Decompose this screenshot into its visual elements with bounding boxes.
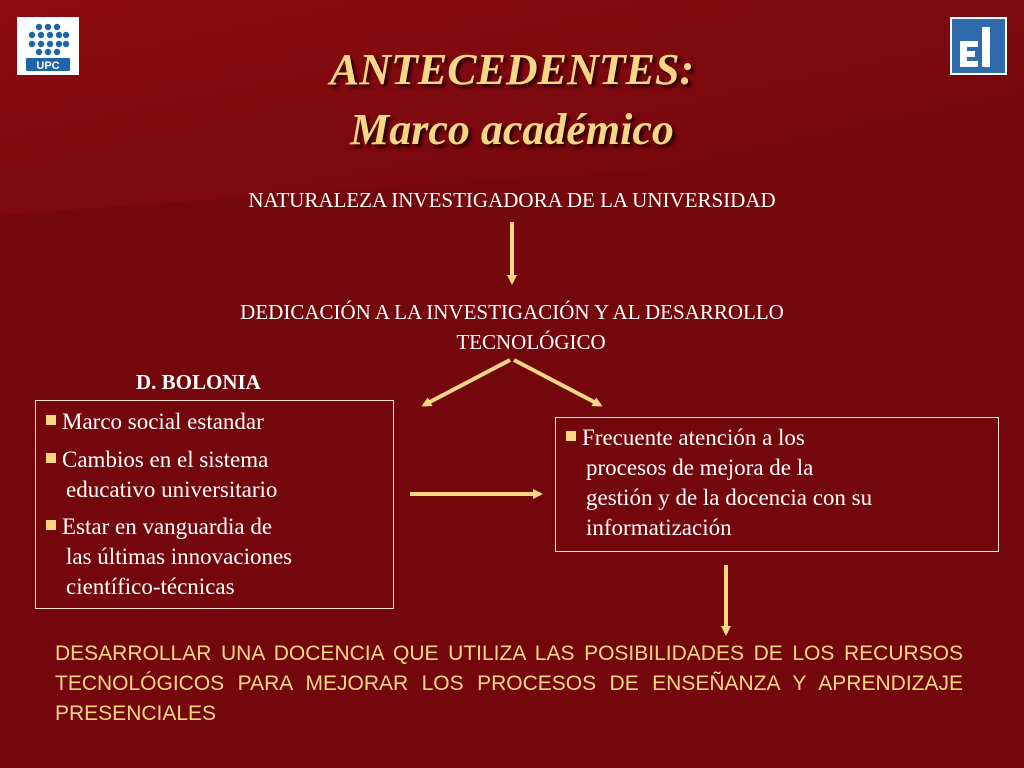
left-item-2-line1: Cambios en el sistema (62, 447, 269, 472)
bullet-icon (46, 415, 56, 425)
right-item-1-line4: informatización (586, 515, 732, 540)
right-item-1-line1: Frecuente atención a los (582, 425, 805, 450)
left-item-2-line2: educativo universitario (66, 477, 278, 502)
left-box-item-3 (46, 512, 272, 542)
left-box-item-1 (46, 407, 264, 437)
left-item-3-line2: las últimas innovaciones (66, 544, 293, 569)
right-item-1-line3: gestión y de la docencia con su (586, 485, 873, 510)
bolonia-label: D. BOLONIA (136, 370, 261, 394)
slide-title-line2: Marco académico (350, 105, 674, 154)
arrow-to-left-box (424, 360, 510, 405)
left-item-1-line1: Marco social estandar (62, 409, 264, 434)
left-box-item-2 (46, 445, 268, 475)
left-item-3-line3: científico-técnicas (66, 574, 235, 599)
slide-title-line1: ANTECEDENTES: (329, 45, 695, 94)
right-box-item-1 (566, 423, 805, 453)
bullet-icon (46, 520, 56, 530)
node-dedicacion-line2: TECNOLÓGICO (456, 330, 606, 354)
right-item-1-line2: procesos de mejora de la (586, 455, 814, 480)
arrow-to-right-box (514, 360, 600, 405)
node-naturaleza: NATURALEZA INVESTIGADORA DE LA UNIVERSIDAD (248, 188, 776, 212)
node-dedicacion-line1: DEDICACIÓN A LA INVESTIGACIÓN Y AL DESARROLLO (240, 300, 784, 324)
bullet-icon (566, 431, 576, 441)
conclusion-text: DESARROLLAR UNA DOCENCIA QUE UTILIZA LAS POSIBILIDADES DE LOS RECURSOS TECNOLÓGICOS PARA MEJORAR LOS PROCESOS DE ENSEÑANZA Y APRENDIZAJE PRESENCIALES (55, 642, 963, 725)
left-item-3-line1: Estar en vanguardia de (62, 514, 273, 539)
bullet-icon (46, 453, 56, 463)
svg-text:UPC: UPC (36, 60, 60, 72)
